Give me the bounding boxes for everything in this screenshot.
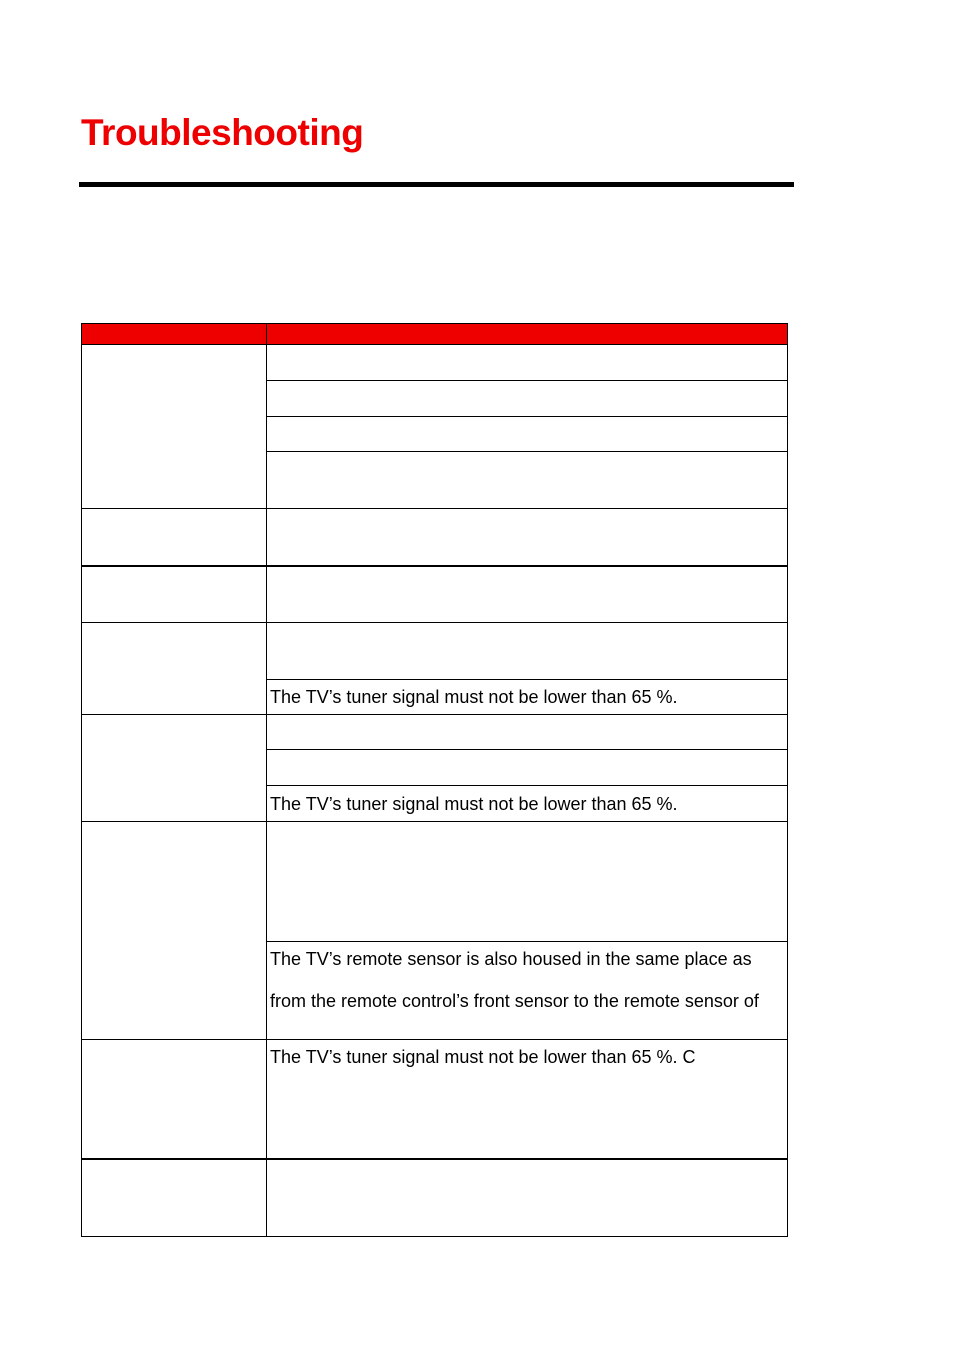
table-header-row	[81, 323, 788, 345]
row-divider	[82, 1039, 787, 1040]
header-cell-solution	[267, 324, 787, 344]
row-divider	[82, 508, 787, 509]
table-cell-text: The TV’s remote sensor is also housed in the same place as	[270, 949, 752, 969]
row-divider	[82, 622, 787, 623]
row-divider	[267, 785, 787, 786]
row-divider	[267, 380, 787, 381]
row-divider	[267, 749, 787, 750]
row-divider	[82, 565, 787, 567]
table-body	[81, 345, 788, 1237]
row-divider	[82, 1158, 787, 1160]
row-divider	[267, 941, 787, 942]
row-divider	[267, 416, 787, 417]
page-title: Troubleshooting	[81, 112, 364, 153]
table-cell-text: The TV’s tuner signal must not be lower than 65 %.	[270, 794, 678, 814]
row-divider	[82, 821, 787, 822]
row-divider	[267, 451, 787, 452]
troubleshooting-table	[81, 323, 788, 1237]
table-cell-text: The TV’s tuner signal must not be lower than 65 %. C	[270, 1047, 696, 1067]
table-cell-text: The TV’s tuner signal must not be lower than 65 %.	[270, 687, 678, 707]
row-divider	[82, 714, 787, 715]
table-cell-text: from the remote control’s front sensor to the remote sensor of	[270, 991, 759, 1011]
column-divider	[266, 345, 267, 1236]
header-cell-problem	[82, 324, 267, 344]
title-underline	[79, 182, 794, 187]
row-divider	[267, 679, 787, 680]
